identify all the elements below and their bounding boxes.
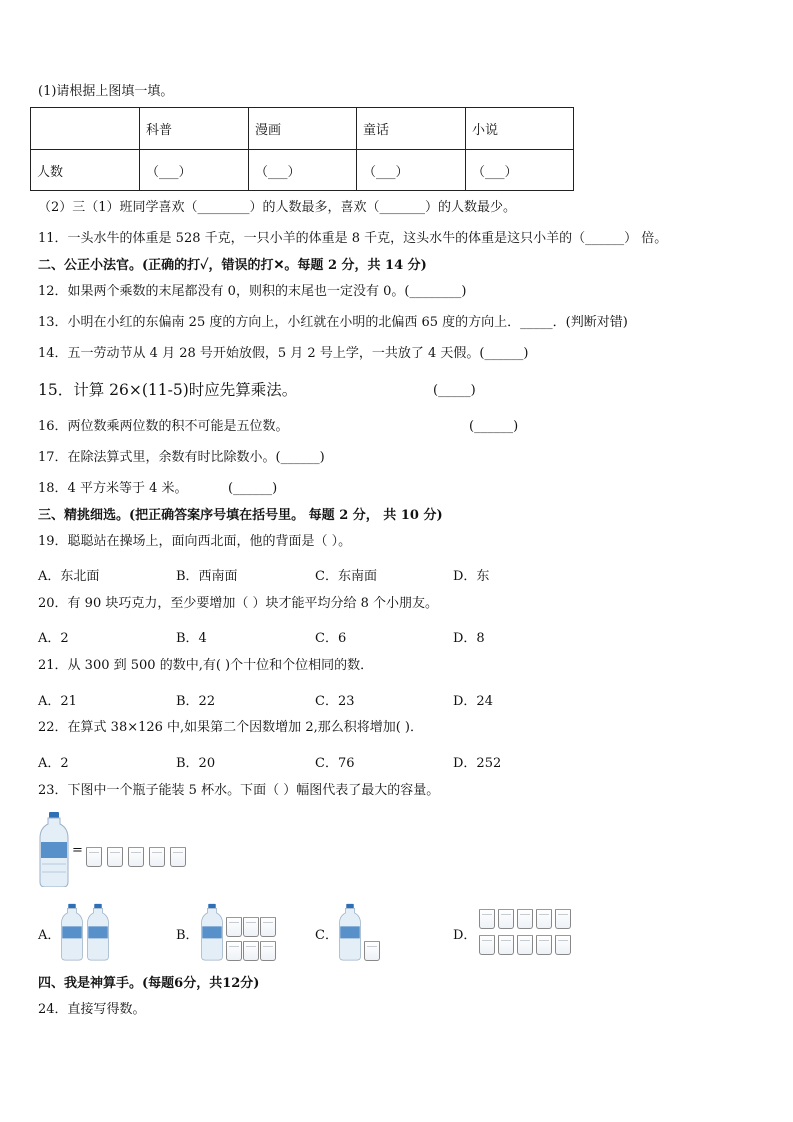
glass-cup-icon: [107, 847, 123, 867]
section-2-title: 二、公正小法官。(正确的打✓，错误的打✕。每题 2 分，共 14 分): [38, 258, 427, 273]
option-b[interactable]: B．4: [176, 631, 207, 646]
question-23: 23．下图中一个瓶子能装 5 杯水。下面（ ）幅图代表了最大的容量。: [38, 783, 440, 798]
question-13: 13．小明在小红的东偏南 25 度的方向上，小红就在小明的北偏西 65 度的方向上．_____．(判断对错): [38, 315, 628, 330]
stats-table: [30, 107, 574, 191]
question-15: 15．计算 26×(11-5)时应先算乘法。: [38, 381, 298, 399]
table-header-cell: [31, 108, 140, 150]
question-17: 17．在除法算式里，余数有时比除数小。(______): [38, 450, 325, 465]
table-header-cell: 童话: [357, 108, 466, 150]
option-a[interactable]: A．东北面: [38, 569, 100, 584]
question-18-blank[interactable]: (______): [228, 481, 278, 496]
option-b[interactable]: B．西南面: [176, 569, 238, 584]
glass-cup-icon: [260, 941, 276, 961]
option-c[interactable]: C．6: [315, 631, 347, 646]
glass-cup-icon: [536, 909, 552, 929]
question-14: 14．五一劳动节从 4 月 28 号开始放假，5 月 2 号上学，一共放了 4 天假。(______): [38, 346, 529, 361]
question-16: 16．两位数乘两位数的积不可能是五位数。: [38, 419, 289, 434]
glass-cup-icon: [243, 917, 259, 937]
option-c[interactable]: C．: [315, 928, 338, 943]
table-row: [31, 108, 574, 150]
option-d[interactable]: D．: [453, 928, 477, 943]
question-11: 11．一头水牛的体重是 528 千克，一只小羊的体重是 8 千克，这头水牛的体重是这只小羊的（______） 倍。: [38, 231, 668, 246]
intro-instruction: (1)请根据上图填一填。: [38, 84, 174, 99]
option-d[interactable]: D．24: [453, 694, 493, 709]
question-19: 19．聪聪站在操场上，面向西北面，他的背面是（ ）。: [38, 534, 352, 549]
glass-cup-icon: [364, 941, 380, 961]
glass-cup-icon: [498, 935, 514, 955]
question-16-blank[interactable]: (______): [469, 419, 519, 434]
section-4-title: 四、我是神算手。(每题6分，共12分): [38, 976, 260, 991]
question-15-blank[interactable]: (_____): [433, 383, 476, 398]
table-header-cell: 小说: [466, 108, 574, 150]
option-a[interactable]: A．21: [38, 694, 77, 709]
water-bottle-icon: [200, 902, 224, 962]
glass-cup-icon: [517, 935, 533, 955]
question-24: 24．直接写得数。: [38, 1002, 146, 1017]
glass-cup-icon: [498, 909, 514, 929]
question-18: 18．4 平方米等于 4 米。: [38, 481, 188, 496]
water-bottle-icon: [86, 902, 110, 962]
glass-cup-icon: [128, 847, 144, 867]
glass-cup-icon: [170, 847, 186, 867]
table-row: [31, 150, 574, 191]
glass-cup-icon: [260, 917, 276, 937]
option-c[interactable]: C．东南面: [315, 569, 377, 584]
table-header-cell: 科普: [140, 108, 249, 150]
equals-sign: =: [72, 843, 83, 858]
glass-cup-icon: [555, 909, 571, 929]
option-a[interactable]: A．2: [38, 756, 69, 771]
water-bottle-icon: [338, 902, 362, 962]
water-bottle-icon: [60, 902, 84, 962]
glass-cup-icon: [86, 847, 102, 867]
option-d[interactable]: D．8: [453, 631, 485, 646]
option-b[interactable]: B．22: [176, 694, 216, 709]
glass-cup-icon: [479, 935, 495, 955]
water-bottle-icon: [38, 812, 70, 887]
answer-blank[interactable]: （___）: [140, 150, 249, 191]
option-c[interactable]: C．76: [315, 756, 355, 771]
question-20: 20．有 90 块巧克力，至少要增加（ ）块才能平均分给 8 个小朋友。: [38, 596, 439, 611]
table-row-label: 人数: [31, 150, 140, 191]
section-3-title: 三、精挑细选。(把正确答案序号填在括号里。 每题 2 分， 共 10 分): [38, 508, 443, 523]
option-a[interactable]: A．: [38, 928, 61, 943]
option-a[interactable]: A．2: [38, 631, 69, 646]
answer-blank[interactable]: （___）: [466, 150, 574, 191]
table-header-cell: 漫画: [249, 108, 357, 150]
answer-blank[interactable]: （___）: [357, 150, 466, 191]
option-d[interactable]: D．东: [453, 569, 490, 584]
glass-cup-icon: [536, 935, 552, 955]
glass-cup-icon: [149, 847, 165, 867]
option-c[interactable]: C．23: [315, 694, 355, 709]
question-21: 21．从 300 到 500 的数中,有( )个十位和个位相同的数．: [38, 658, 374, 673]
option-b[interactable]: B．20: [176, 756, 216, 771]
question-12: 12．如果两个乘数的末尾都没有 0，则积的末尾也一定没有 0。(________): [38, 284, 467, 299]
option-d[interactable]: D．252: [453, 756, 502, 771]
glass-cup-icon: [555, 935, 571, 955]
glass-cup-icon: [226, 941, 242, 961]
glass-cup-icon: [479, 909, 495, 929]
option-b[interactable]: B．: [176, 928, 199, 943]
question-22: 22．在算式 38×126 中,如果第二个因数增加 2,那么积将增加( )．: [38, 720, 423, 735]
glass-cup-icon: [517, 909, 533, 929]
answer-blank[interactable]: （___）: [249, 150, 357, 191]
question-10-2: （2）三（1）班同学喜欢（________）的人数最多，喜欢（_______）的人数最少。: [38, 200, 517, 215]
glass-cup-icon: [226, 917, 242, 937]
glass-cup-icon: [243, 941, 259, 961]
